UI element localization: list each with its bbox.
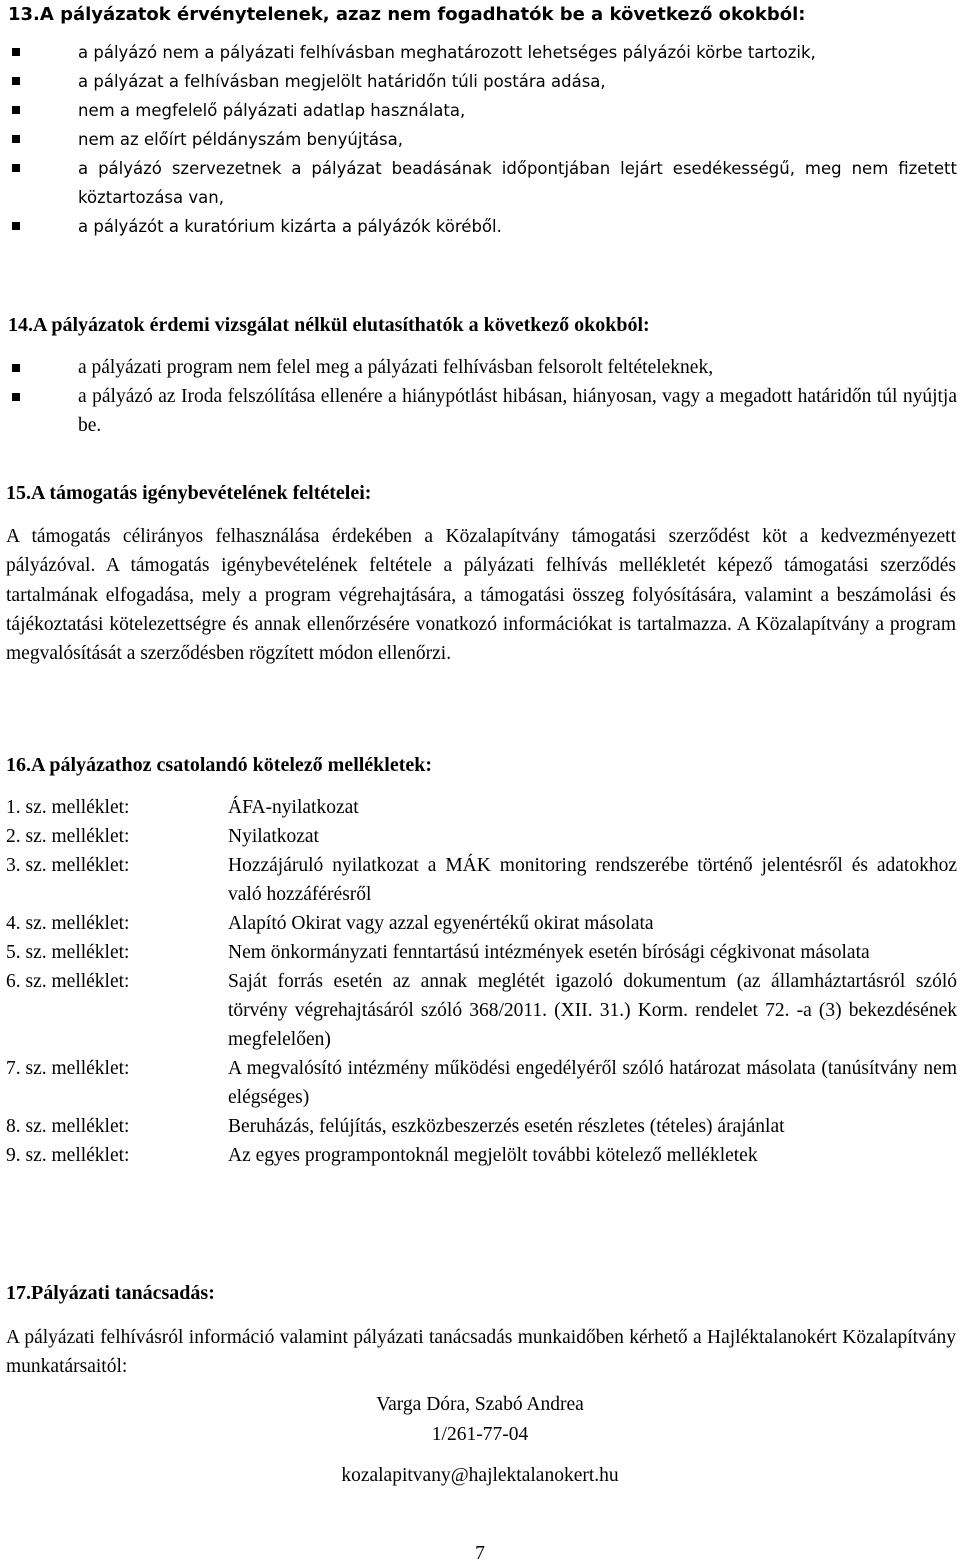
contact-email: kozalapitvany@hajlektalanokert.hu <box>341 1465 619 1486</box>
annex-label: 5. sz. melléklet: <box>6 942 130 963</box>
annex-label: 7. sz. melléklet: <box>6 1058 130 1079</box>
annex-row <box>6 822 957 851</box>
list-item: a pályázati program nem felel meg a pályázati felhívásban felsorolt feltételeknek, <box>12 353 957 382</box>
annex-text: Nem önkormányzati fenntartású intézmények esetén bírósági cégkivonat másolata <box>228 942 870 963</box>
annex-text: Saját forrás esetén az annak meglétét igazoló dokumentum (az államháztartásról szóló törvény végrehajtásáról szóló 368/2011. (XII. 31.) Korm. rendelet 72. -a (3) bekezdésének megfelelően) <box>228 971 957 1050</box>
list-item: nem a megfelelő pályázati adatlap használata, <box>12 96 957 125</box>
annex-row <box>6 793 957 822</box>
contact-names: Varga Dóra, Szabó Andrea <box>376 1394 584 1415</box>
annex-text: A megvalósító intézmény működési engedélyéről szóló határozat másolata (tanúsítvány nem elégséges) <box>228 1058 957 1108</box>
annex-row <box>6 967 957 1054</box>
section-15-paragraph: A támogatás célirányos felhasználása érdekében a Közalapítvány támogatási szerződést köt a kedvezményezett pályázóval. A támogatás igénybevételének feltétele a pályázati felhívás mellékletét képező támogatási szerződés tartalmának elfogadása, mely a program végrehajtására, a támogatási összeg folyósítására, valamint a beszámolási és tájékoztatási kötelezettségre és annak ellenőrzésére vonatkozó információkat is tartalmazza. A Közalapítvány a program megvalósítását a szerződésben rögzített módon ellenőrzi. <box>6 526 956 665</box>
list-item: a pályázó szervezetnek a pályázat beadásának időpontjában lejárt esedékességű, meg nem fizetett köztartozása van, <box>12 154 957 212</box>
section-16-heading: 16.A pályázathoz csatolandó kötelező mellékletek: <box>6 754 433 776</box>
annex-label: 2. sz. melléklet: <box>6 826 130 847</box>
annex-label: 8. sz. melléklet: <box>6 1116 130 1137</box>
list-item: a pályázó az Iroda felszólítása ellenére a hiánypótlást hibásan, hiányosan, vagy a megadott határidőn túl nyújtja be. <box>12 382 957 440</box>
annex-row <box>6 1141 957 1170</box>
annex-list <box>6 793 957 1170</box>
annex-label: 3. sz. melléklet: <box>6 855 130 876</box>
annex-label: 9. sz. melléklet: <box>6 1145 130 1166</box>
list-item: a pályázót a kuratórium kizárta a pályázók köréből. <box>12 212 957 241</box>
section-14-list <box>12 353 957 440</box>
annex-text: Alapító Okirat vagy azzal egyenértékű okirat másolata <box>228 913 654 934</box>
section-13-heading: 13.A pályázatok érvénytelenek, azaz nem fogadhatók be a következő okokból: <box>8 4 806 25</box>
section-17-paragraph: A pályázati felhívásról információ valamint pályázati tanácsadás munkaidőben kérhető a Hajléktalanokért Közalapítvány munkatársaitól: <box>6 1327 956 1378</box>
list-item: nem az előírt példányszám benyújtása, <box>12 125 957 154</box>
annex-row <box>6 851 957 909</box>
contact-phone: 1/261-77-04 <box>431 1424 529 1445</box>
section-15-heading: 15.A támogatás igénybevételének feltételei: <box>6 482 372 504</box>
section-13-list <box>12 38 957 241</box>
list-item: a pályázó nem a pályázati felhívásban meghatározott lehetséges pályázói körbe tartozik, <box>12 38 957 67</box>
annex-label: 4. sz. melléklet: <box>6 913 130 934</box>
annex-text: Hozzájáruló nyilatkozat a MÁK monitoring rendszerébe történő jelentésről és adatokhoz való hozzáférésről <box>228 855 957 905</box>
page-number: 7 <box>475 1543 485 1564</box>
annex-row <box>6 909 957 938</box>
annex-row <box>6 1054 957 1112</box>
section-14-heading: 14.A pályázatok érdemi vizsgálat nélkül elutasíthatók a következő okokból: <box>8 314 650 336</box>
section-17-heading: 17.Pályázati tanácsadás: <box>6 1282 215 1304</box>
annex-label: 6. sz. melléklet: <box>6 971 130 992</box>
annex-label: 1. sz. melléklet: <box>6 797 130 818</box>
annex-text: ÁFA-nyilatkozat <box>228 797 359 818</box>
list-item: a pályázat a felhívásban megjelölt határidőn túli postára adása, <box>12 67 957 96</box>
annex-row <box>6 938 957 967</box>
annex-row <box>6 1112 957 1141</box>
annex-text: Az egyes programpontoknál megjelölt további kötelező mellékletek <box>228 1145 758 1166</box>
annex-text: Nyilatkozat <box>228 826 319 847</box>
annex-text: Beruházás, felújítás, eszközbeszerzés esetén részletes (tételes) árajánlat <box>228 1116 785 1137</box>
